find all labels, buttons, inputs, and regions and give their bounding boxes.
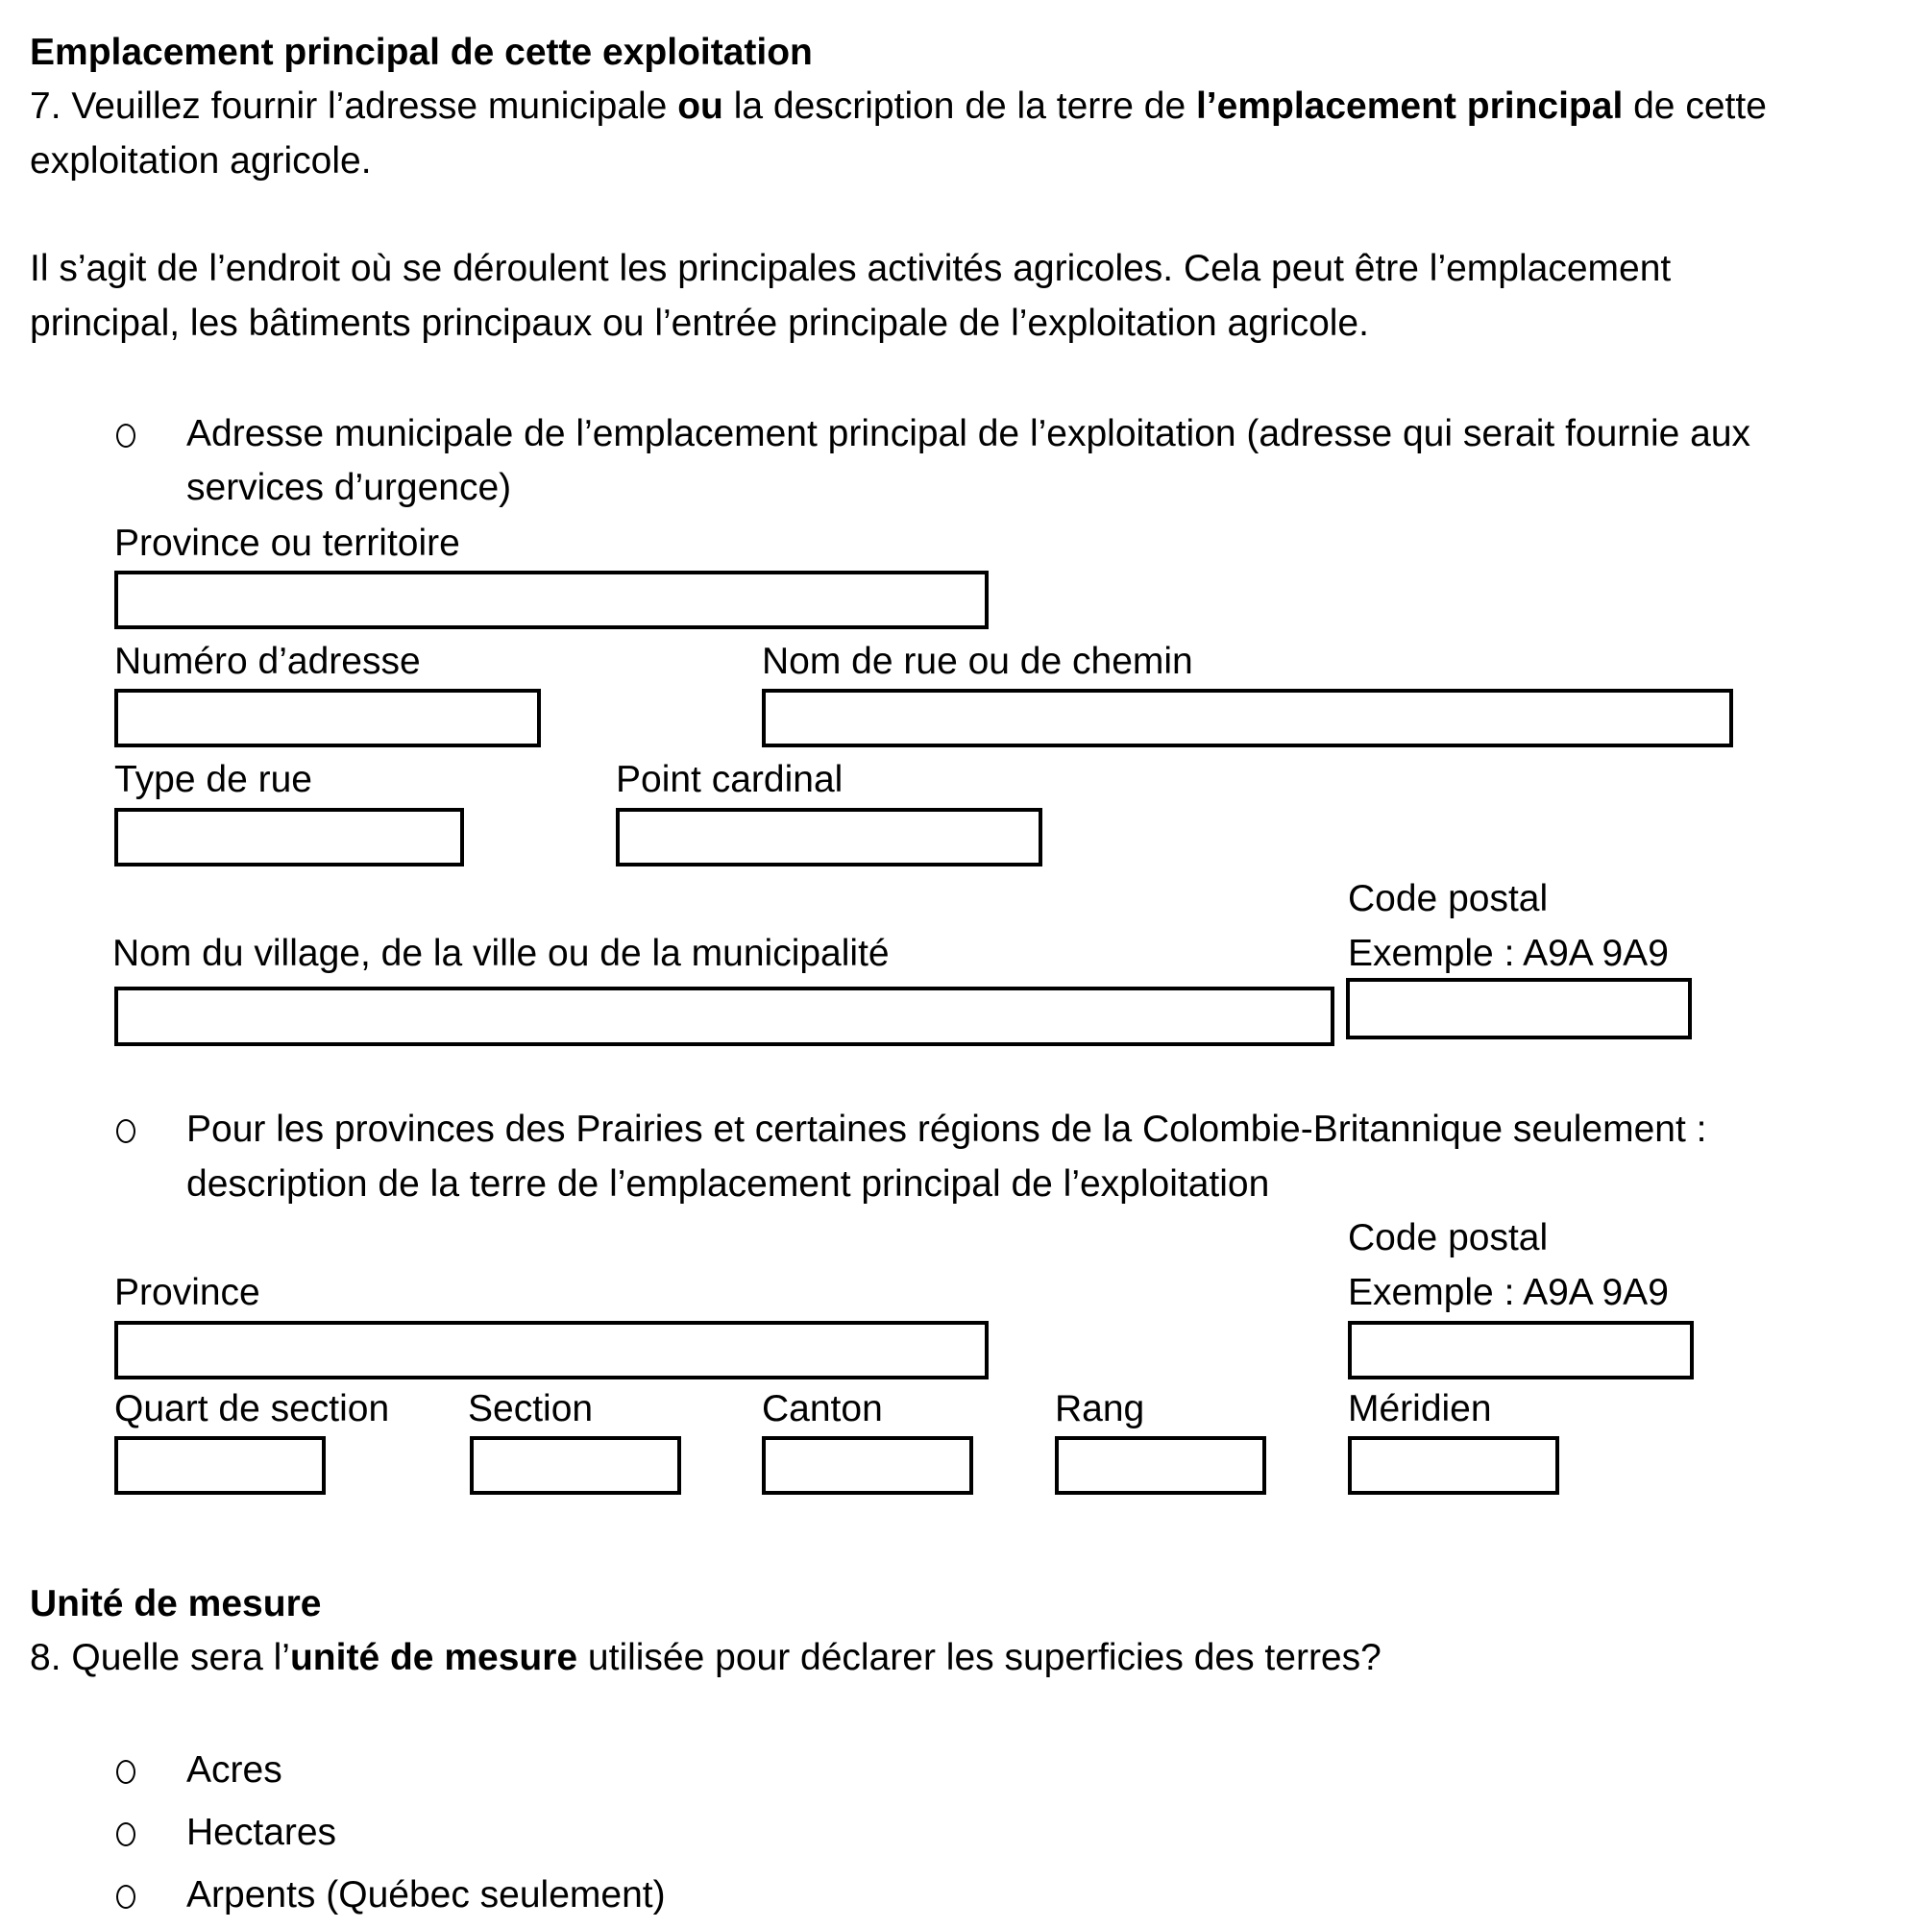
street-name-field[interactable] (762, 689, 1733, 747)
info-text-line2: principal, les bâtiments principaux ou l’entrée principale de l’exploitation agricole. (30, 303, 1369, 344)
postal-code-label: Code postal (1348, 878, 1549, 919)
radio-hectares[interactable] (116, 1822, 135, 1846)
meridian-field[interactable] (1348, 1436, 1559, 1495)
range-field[interactable] (1055, 1436, 1266, 1495)
section-label: Section (468, 1388, 594, 1429)
postal-code-field[interactable] (1348, 1321, 1694, 1379)
address-number-field[interactable] (114, 689, 541, 747)
question-7-text-line2: exploitation agricole. (30, 140, 372, 182)
question-8-text (30, 1639, 1382, 1676)
option-street-address-label: Adresse municipale de l’emplacement principal de l’exploitation (adresse qui serait fournie aux (186, 413, 1751, 454)
postal-code-field[interactable] (1346, 978, 1692, 1039)
postal-code-label: Code postal (1348, 1217, 1549, 1258)
question-number: 8. (30, 1637, 61, 1678)
postal-code-example: Exemple : A9A 9A9 (1348, 933, 1669, 974)
question-text: Quelle sera l’ (71, 1637, 290, 1678)
question-7-text (30, 87, 1767, 125)
township-label: Canton (762, 1388, 883, 1429)
township-field[interactable] (762, 1436, 973, 1495)
option-street-address-label-line2: services d’urgence) (186, 467, 512, 508)
cardinal-point-label: Point cardinal (616, 759, 844, 800)
option-land-description-label-line2: description de la terre de l’emplacement principal de l’exploitation (186, 1163, 1270, 1205)
radio-arpents[interactable] (116, 1885, 135, 1909)
option-land-description-label: Pour les provinces des Prairies et certaines régions de la Colombie-Britannique seulement : (186, 1109, 1707, 1150)
emphasis-unit: unité de mesure (289, 1637, 578, 1678)
radio-land-description[interactable] (116, 1119, 135, 1143)
question-text: utilisée pour déclarer les superficies des terres? (577, 1637, 1382, 1678)
question-number: 7. (30, 85, 61, 127)
emphasis-ou: ou (677, 85, 723, 127)
street-type-field[interactable] (114, 808, 464, 866)
province-label: Province (114, 1272, 260, 1313)
radio-acres[interactable] (116, 1760, 135, 1784)
municipality-label: Nom du village, de la ville ou de la municipalité (112, 933, 890, 974)
quarter-section-field[interactable] (114, 1436, 326, 1495)
address-number-label: Numéro d’adresse (114, 641, 421, 682)
province-field[interactable] (114, 1321, 989, 1379)
radio-street-address[interactable] (116, 424, 135, 448)
meridian-label: Méridien (1348, 1388, 1492, 1429)
street-name-label: Nom de rue ou de chemin (762, 641, 1193, 682)
province-territory-label: Province ou territoire (114, 523, 460, 564)
range-label: Rang (1055, 1388, 1145, 1429)
option-hectares-label: Hectares (186, 1812, 337, 1853)
info-text-line1: Il s’agit de l’endroit où se déroulent les principales activités agricoles. Cela peut être l’emplacement (30, 248, 1672, 289)
question-text: Veuillez fournir l’adresse municipale (71, 85, 678, 127)
section-heading-unite: Unité de mesure (30, 1583, 322, 1624)
question-text: de cette (1623, 85, 1767, 127)
municipality-field[interactable] (114, 987, 1334, 1046)
question-text: la description de la terre de (722, 85, 1196, 127)
section-heading-emplacement: Emplacement principal de cette exploitation (30, 32, 813, 73)
quarter-section-label: Quart de section (114, 1388, 390, 1429)
cardinal-point-field[interactable] (616, 808, 1042, 866)
postal-code-example: Exemple : A9A 9A9 (1348, 1272, 1669, 1313)
street-type-label: Type de rue (114, 759, 312, 800)
emphasis-emplacement: l’emplacement principal (1195, 85, 1624, 127)
option-acres-label: Acres (186, 1749, 282, 1791)
option-arpents-label: Arpents (Québec seulement) (186, 1874, 666, 1916)
section-field[interactable] (470, 1436, 681, 1495)
province-territory-field[interactable] (114, 571, 989, 629)
